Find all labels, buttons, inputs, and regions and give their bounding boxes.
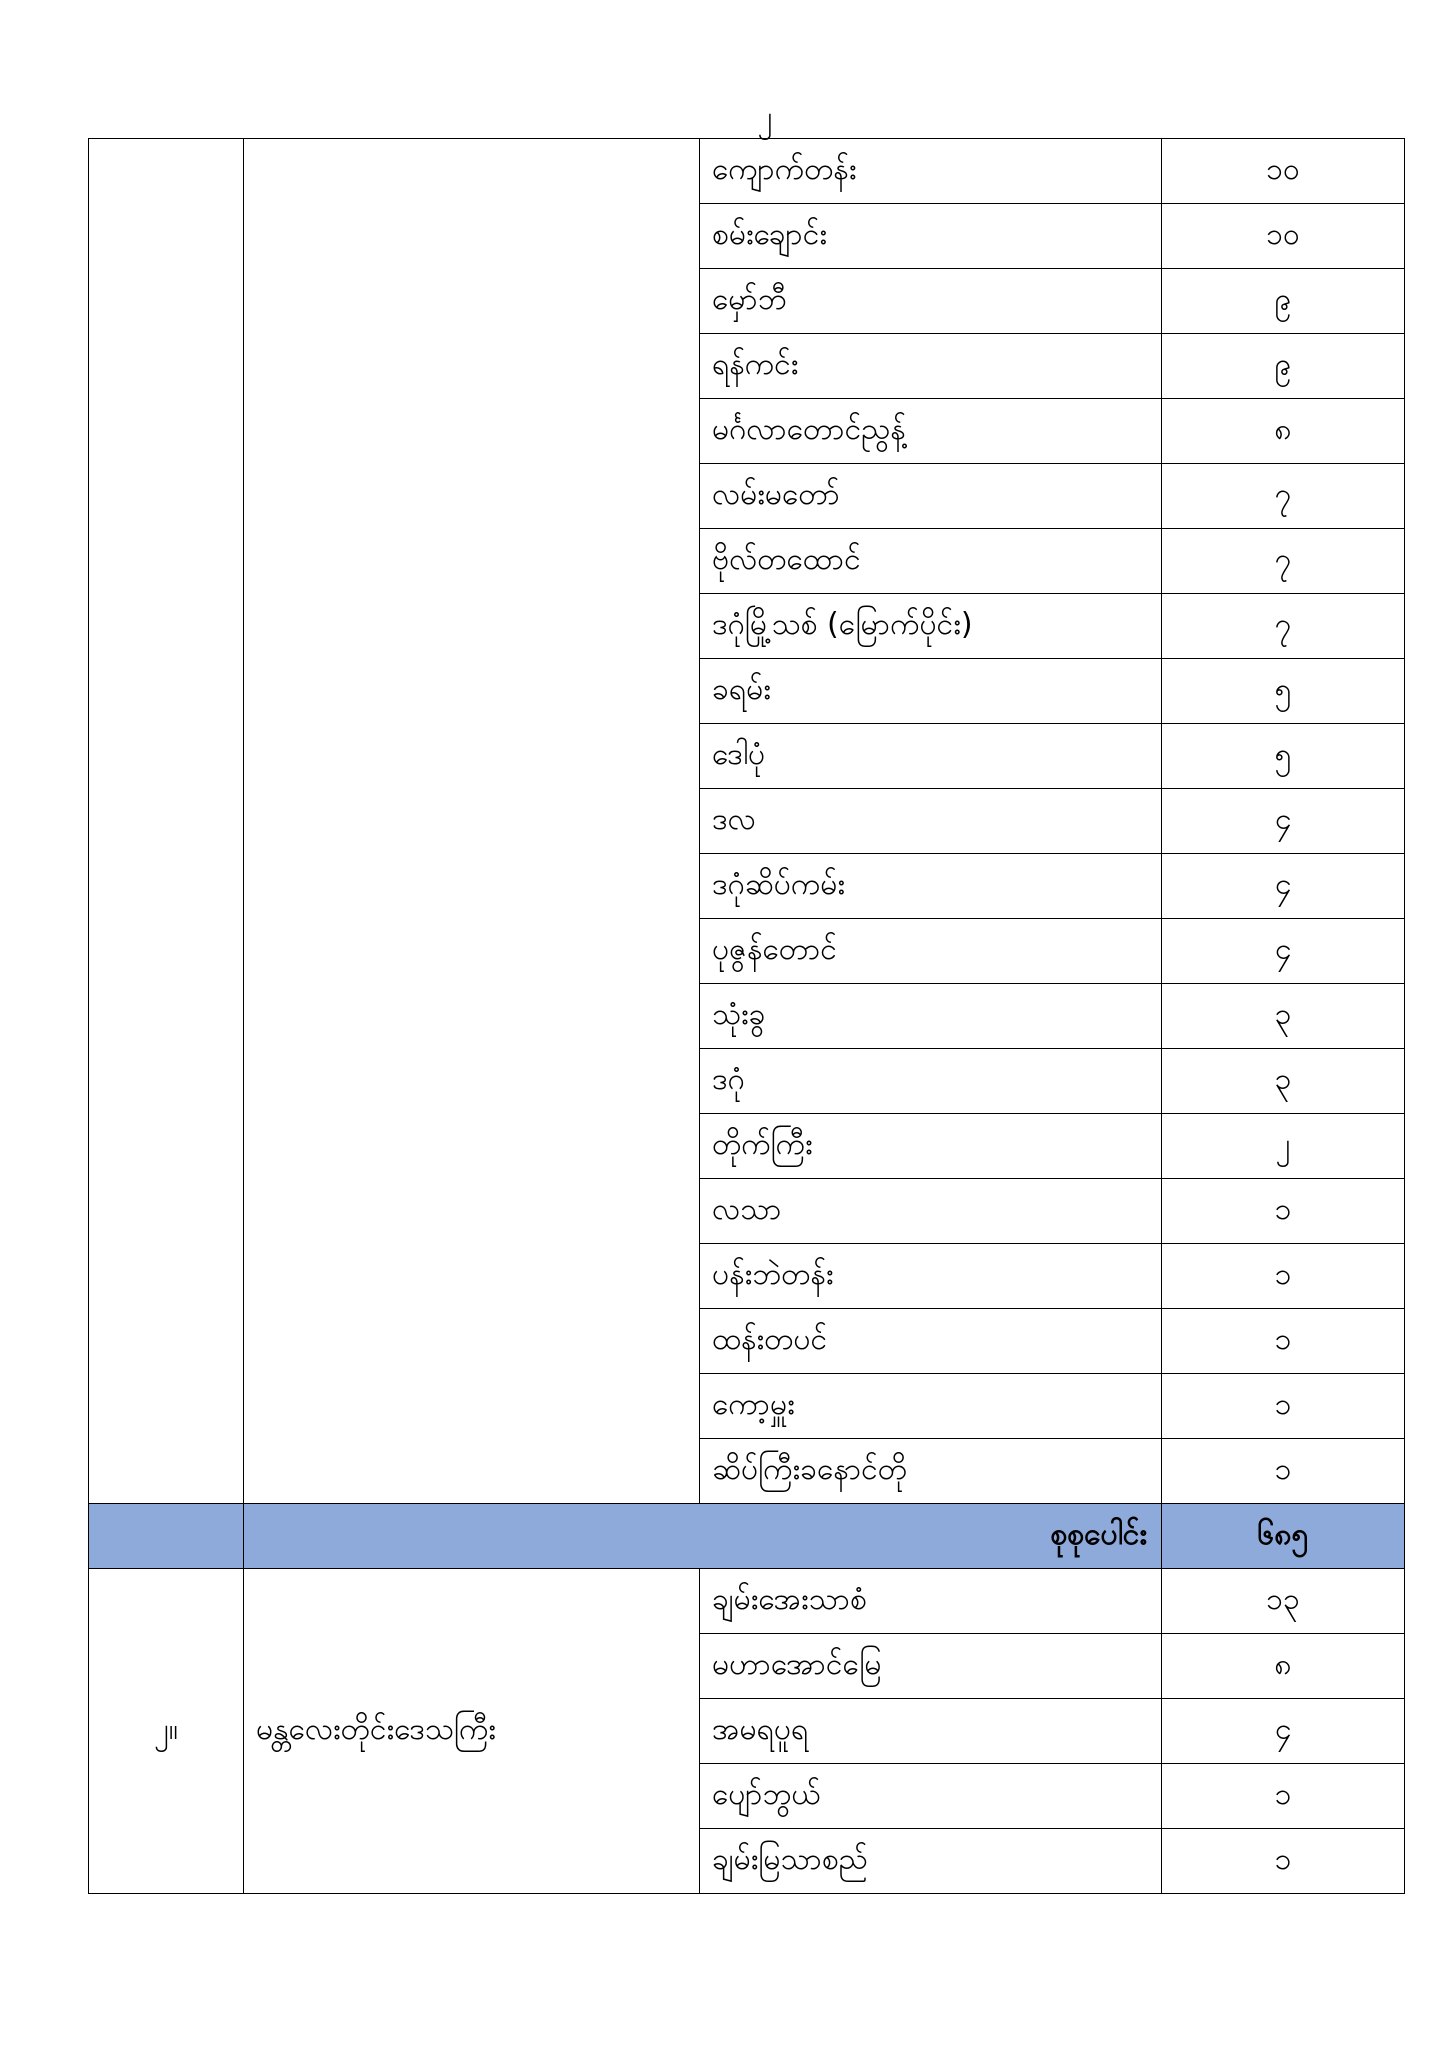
township-name: ချမ်းမြသာစည် — [700, 1829, 1162, 1894]
township-count: ၁ — [1162, 1439, 1405, 1504]
township-name: ဒဂုံ — [700, 1049, 1162, 1114]
township-name: ဒဂုံဆိပ်ကမ်း — [700, 854, 1162, 919]
township-name: လသာ — [700, 1179, 1162, 1244]
township-count: ၁ — [1162, 1764, 1405, 1829]
total-row — [89, 1504, 1405, 1569]
township-name: မှော်ဘီ — [700, 269, 1162, 334]
township-name: မဟာအောင်မြေ — [700, 1634, 1162, 1699]
table-row — [89, 1569, 1405, 1634]
township-count: ၁၀ — [1162, 204, 1405, 269]
township-name: ဒေါပုံ — [700, 724, 1162, 789]
township-count: ၉ — [1162, 269, 1405, 334]
township-name: အမရပူရ — [700, 1699, 1162, 1764]
township-name: စမ်းချောင်း — [700, 204, 1162, 269]
township-name: ချမ်းအေးသာစံ — [700, 1569, 1162, 1634]
township-name: ကော့မှူး — [700, 1374, 1162, 1439]
township-name: ဒလ — [700, 789, 1162, 854]
township-count: ၂ — [1162, 1114, 1405, 1179]
township-count: ၇ — [1162, 464, 1405, 529]
township-count: ၄ — [1162, 789, 1405, 854]
total-label: စုစုပေါင်း — [244, 1504, 1162, 1569]
township-count: ၉ — [1162, 334, 1405, 399]
township-count: ၄ — [1162, 854, 1405, 919]
township-count: ၃ — [1162, 984, 1405, 1049]
township-count: ၃ — [1162, 1049, 1405, 1114]
township-name: တိုက်ကြီး — [700, 1114, 1162, 1179]
township-name: ပန်းဘဲတန်း — [700, 1244, 1162, 1309]
table-body — [89, 139, 1405, 1894]
township-count: ၄ — [1162, 919, 1405, 984]
township-count: ၇ — [1162, 529, 1405, 594]
township-name: ဒဂုံမြို့သစ် (မြောက်ပိုင်း) — [700, 594, 1162, 659]
township-count: ၁ — [1162, 1244, 1405, 1309]
page-number: ၂ — [757, 100, 773, 135]
township-count: ၁၀ — [1162, 139, 1405, 204]
township-name: ကျောက်တန်း — [700, 139, 1162, 204]
township-count: ၁ — [1162, 1309, 1405, 1374]
region-name-cell — [244, 139, 700, 1504]
township-count: ၄ — [1162, 1699, 1405, 1764]
township-name: ခရမ်း — [700, 659, 1162, 724]
township-count: ၇ — [1162, 594, 1405, 659]
township-name: ပုဇွန်တောင် — [700, 919, 1162, 984]
township-count: ၈ — [1162, 399, 1405, 464]
total-blank-cell — [89, 1504, 244, 1569]
township-count: ၈ — [1162, 1634, 1405, 1699]
township-name: ဗိုလ်တထောင် — [700, 529, 1162, 594]
township-count: ၅ — [1162, 659, 1405, 724]
township-count: ၁ — [1162, 1829, 1405, 1894]
region-name: မန္တလေးတိုင်းဒေသကြီး — [244, 1569, 700, 1894]
township-count: ၁ — [1162, 1179, 1405, 1244]
township-name: လမ်းမတော် — [700, 464, 1162, 529]
township-name: ပျော်ဘွယ် — [700, 1764, 1162, 1829]
region-number: ၂။ — [89, 1569, 244, 1894]
township-name: မင်္ဂလာတောင်ညွန့် — [700, 399, 1162, 464]
township-name: ဆိပ်ကြီးခနောင်တို — [700, 1439, 1162, 1504]
township-name: ထန်းတပင် — [700, 1309, 1162, 1374]
township-count: ၁ — [1162, 1374, 1405, 1439]
table-row — [89, 139, 1405, 204]
total-value: ၆၈၅ — [1162, 1504, 1405, 1569]
township-name: ရန်ကင်း — [700, 334, 1162, 399]
township-name: သုံးခွ — [700, 984, 1162, 1049]
township-count-table — [88, 138, 1405, 1894]
township-count: ၅ — [1162, 724, 1405, 789]
region-number-cell — [89, 139, 244, 1504]
township-count: ၁၃ — [1162, 1569, 1405, 1634]
